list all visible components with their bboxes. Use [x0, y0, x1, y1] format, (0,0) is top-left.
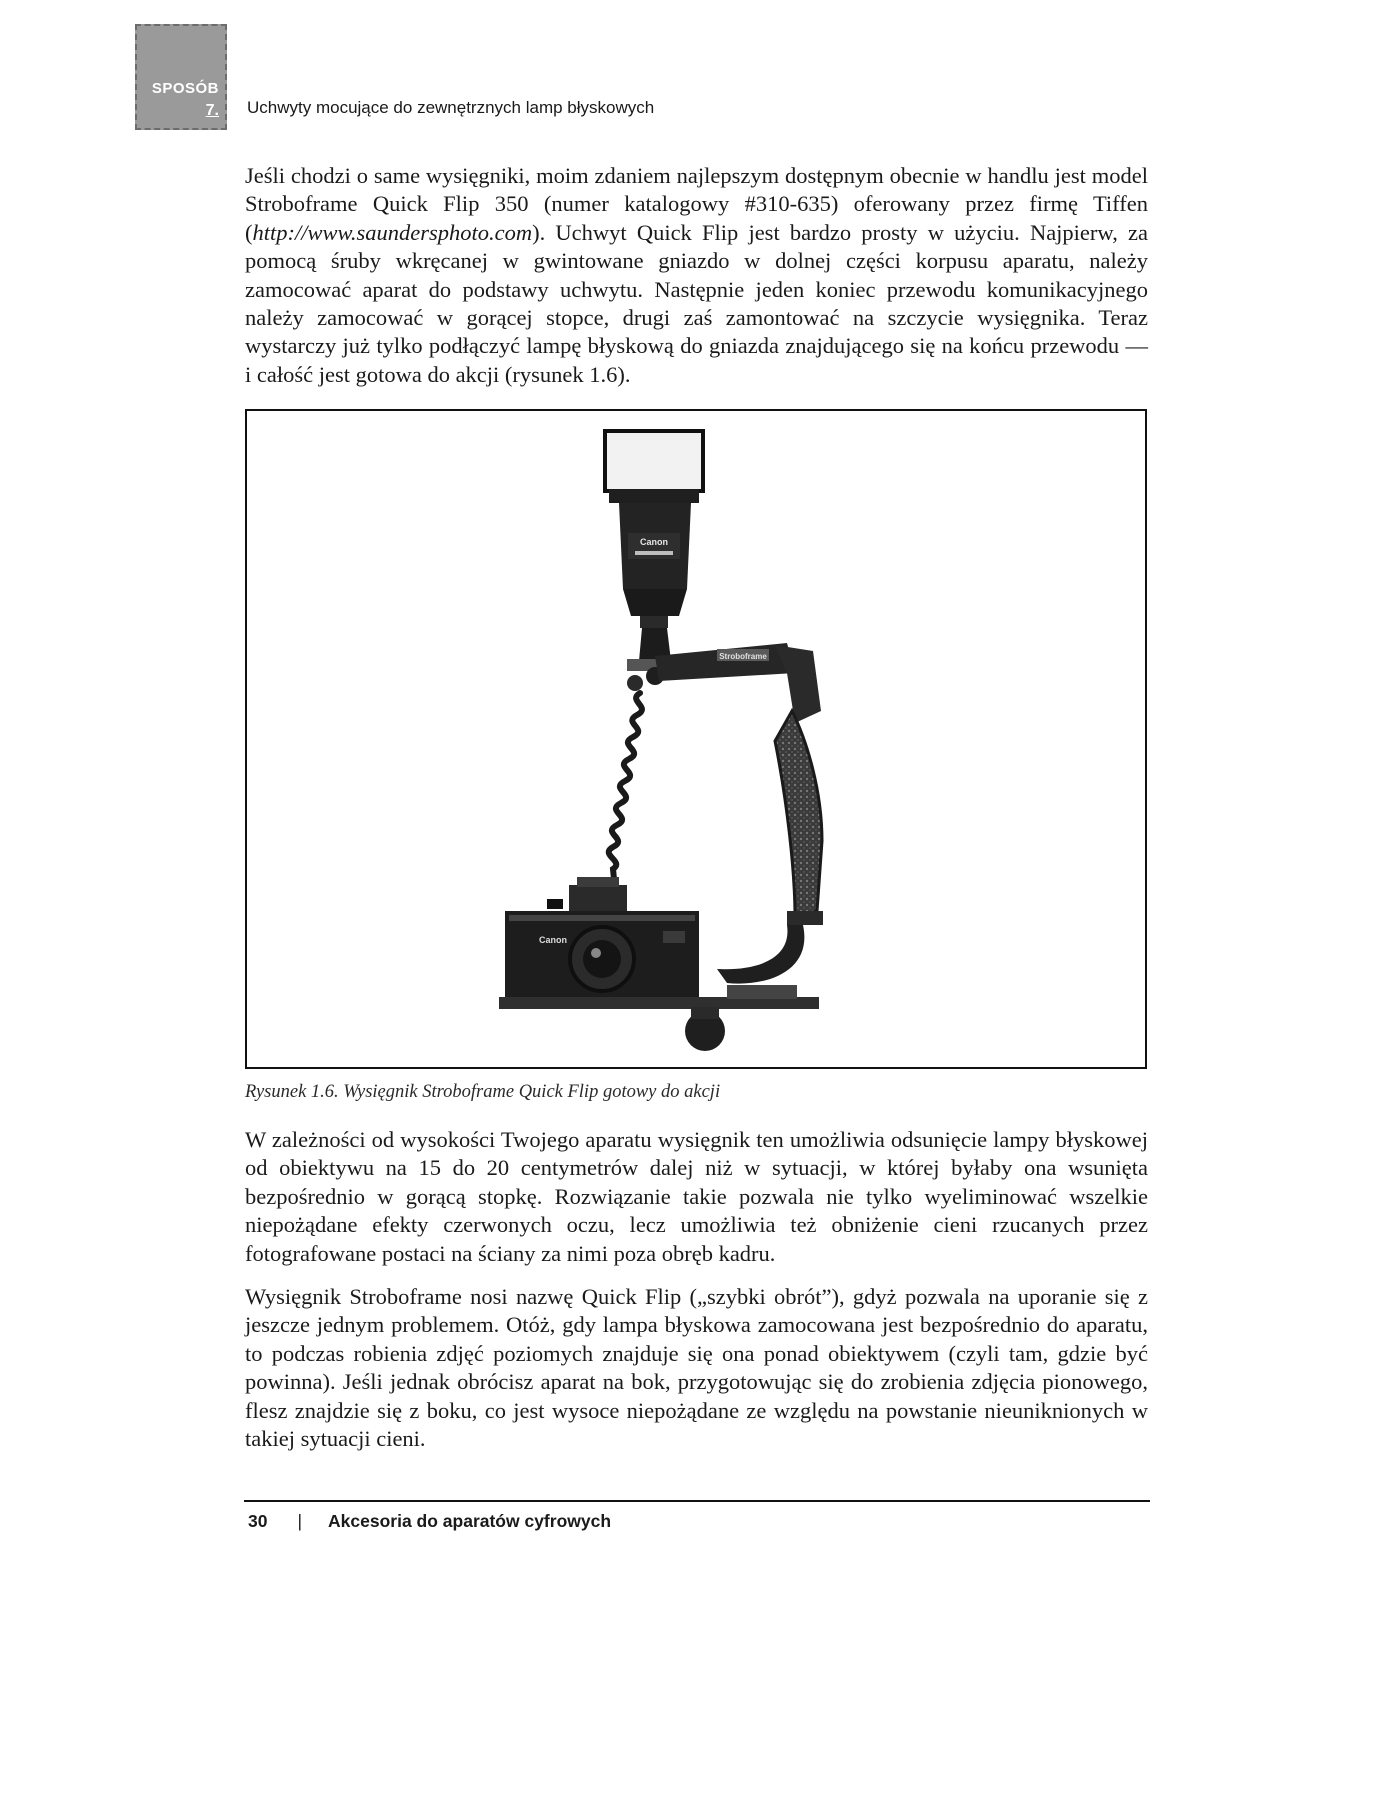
page-footer — [248, 1511, 611, 1532]
camera-body — [505, 877, 699, 997]
badge-label: SPOSÓB — [151, 80, 219, 97]
paragraph-2: W zależności od wysokości Twojego aparatu wysięgnik ten umożliwia odsunięcie lampy błyskowej od obiektywu na 15 do 20 centymetrów dalej niż w sytuacji, w której byłaby ona wsunięta bezpośrednio w gorącą stopkę. Rozwiązanie takie pozwala nie tylko wyeliminować wszelkie niepożądane efekty czerwonych oczu, lecz umożliwia też obniżenie cieni rzucanych przez fotografowane postaci na ściany za nimi poza obręb kadru. — [245, 1127, 1148, 1266]
camera-brand-label: Canon — [539, 935, 567, 945]
chapter-title: Akcesoria do aparatów cyfrowych — [328, 1511, 612, 1531]
figure-caption: Rysunek 1.6. Wysięgnik Stroboframe Quick Flip gotowy do akcji — [245, 1082, 721, 1102]
paragraph-3: Wysięgnik Stroboframe nosi nazwę Quick Flip („szybki obrót”), gdyż pozwala na uporanie się z jeszcze jednym problemem. Otóż, gdy lampa błyskowa zamocowana jest bezpośrednio do aparatu, to podczas robienia zdjęć poziomych znajduje się ona ponad obiektywem (czyli tam, gdzie być powinna). Jeśli jednak obrócisz aparat na bok, przygotowując się do zrobienia zdjęcia pionowego, flesz znajdzie się z boku, co jest wysoce niepożądane ze względu na powstanie nieuniknionych w takiej sytuacji cieni. — [245, 1284, 1148, 1452]
coiled-cable — [609, 693, 642, 889]
flash-brand-label: Canon — [640, 537, 668, 547]
paragraph-1-text-a: Jeśli chodzi o same wysięgniki, moim zdaniem najlepszym dostępnym obecnie w handlu jest model Stroboframe Quick Flip 350 (numer katalogowy #310-635) oferowany przez firmę Tiffen ( — [245, 163, 1148, 245]
section-badge — [135, 24, 227, 130]
running-header: Uchwyty mocujące do zewnętrznych lamp błyskowych — [247, 98, 655, 117]
paragraph-1 — [245, 162, 1148, 389]
flash-bracket-illustration — [247, 411, 1145, 1067]
flash-unit — [605, 431, 703, 628]
footer-rule — [244, 1500, 1150, 1502]
paragraph-1-text-b: ). Uchwyt Quick Flip jest bardzo prosty w użyciu. Najpierw, za pomocą śruby wkręcanej w gwintowane gniazdo w dolnej części korpusu aparatu, należy zamocować aparat do podstawy uchwytu. Następnie jeden koniec przewodu komunikacyjnego należy zamocować w gorącej stopce, drugi zaś zamontować na szczycie wysięgnika. Teraz wystarczy już tylko podłączyć lampę błyskową do gniazda znajdującego się na końcu przewodu — i całość jest gotowa do akcji (rysunek 1.6). — [245, 219, 1148, 387]
url-link[interactable]: http://www.saundersphoto.com — [252, 219, 533, 245]
badge-number: 7. — [205, 102, 219, 119]
figure-photo — [245, 409, 1147, 1069]
footer-separator: | — [297, 1511, 303, 1531]
bracket-brand-label: Stroboframe — [719, 652, 767, 661]
page-number: 30 — [248, 1511, 268, 1531]
